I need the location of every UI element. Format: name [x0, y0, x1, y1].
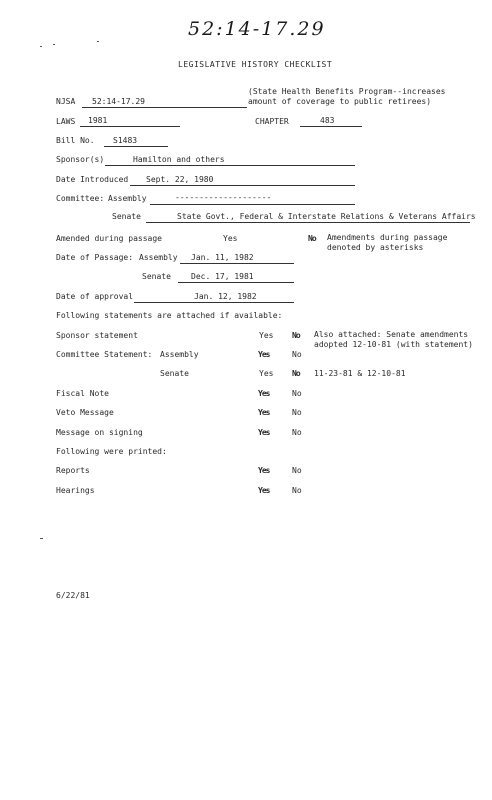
sponsor-statement-note-1: Also attached: Senate amendments: [314, 330, 469, 339]
committee-statement-senate-no: No: [292, 369, 300, 378]
reports-yes: Yes: [258, 466, 270, 475]
veto-message-yes: Yes: [258, 408, 270, 417]
committee-statement-assembly-label: Assembly: [160, 350, 199, 359]
committee-senate-label: Senate: [112, 212, 141, 221]
sponsor-statement-note-2: adopted 12-10-81 (with statement): [314, 340, 473, 349]
njsa-line: [82, 107, 247, 108]
scan-speck: [53, 44, 55, 45]
approval-value: Jan. 12, 1982: [194, 292, 257, 301]
amended-note-1: Amendments during passage: [327, 233, 448, 242]
chapter-label: CHAPTER: [255, 117, 289, 126]
committee-statement-senate-note: 11-23-81 & 12-10-81: [314, 369, 406, 378]
hearings-yes: Yes: [258, 486, 270, 495]
fiscal-note-label: Fiscal Note: [56, 389, 109, 398]
committee-statement-assembly-no: No: [292, 350, 302, 359]
reports-no: No: [292, 466, 302, 475]
amended-note-2: denoted by asterisks: [327, 243, 424, 252]
approval-label: Date of approval: [56, 292, 134, 301]
footer-date: 6/22/81: [56, 591, 90, 600]
committee-statement-senate-yes: Yes: [259, 369, 274, 378]
laws-line: [80, 126, 180, 127]
bill-label: Bill No.: [56, 136, 95, 145]
veto-message-label: Veto Message: [56, 408, 114, 417]
committee-senate-line: [146, 222, 470, 223]
sponsor-statement-yes: Yes: [259, 331, 274, 340]
date-introduced-label: Date Introduced: [56, 175, 129, 184]
passage-assembly-line: [180, 263, 294, 264]
amended-no: No: [308, 234, 316, 243]
chapter-line: [300, 126, 362, 127]
chapter-value: 483: [320, 116, 335, 125]
committee-statement-senate-label: Senate: [160, 369, 189, 378]
date-introduced-line: [130, 185, 355, 186]
committee-assembly-label: Assembly: [108, 194, 147, 203]
message-signing-label: Message on signing: [56, 428, 143, 437]
amended-yes: Yes: [223, 234, 238, 243]
committee-statement-label: Committee Statement:: [56, 350, 153, 359]
sponsor-statement-label: Sponsor statement: [56, 331, 138, 340]
njsa-description-1: (State Health Benefits Program--increases: [248, 87, 446, 96]
fiscal-note-no: No: [292, 389, 302, 398]
fiscal-note-yes: Yes: [258, 389, 270, 398]
reports-label: Reports: [56, 466, 90, 475]
passage-assembly-label: Assembly: [139, 253, 178, 262]
sponsors-line: [105, 165, 355, 166]
message-signing-yes: Yes: [258, 428, 270, 437]
sponsors-label: Sponsor(s): [56, 155, 105, 164]
scan-speck: [40, 538, 43, 539]
passage-label: Date of Passage:: [56, 253, 134, 262]
scan-speck: [97, 41, 99, 42]
committee-statement-assembly-yes: Yes: [258, 350, 270, 359]
passage-senate-value: Dec. 17, 1981: [191, 272, 254, 281]
approval-line: [134, 302, 294, 303]
committee-senate-value: State Govt., Federal & Interstate Relations & Veterans Affairs: [177, 212, 476, 221]
njsa-label: NJSA: [56, 97, 76, 106]
hearings-no: No: [292, 486, 302, 495]
passage-assembly-value: Jan. 11, 1982: [191, 253, 254, 262]
passage-senate-line: [178, 282, 294, 283]
laws-value: 1981: [88, 116, 108, 125]
laws-label: LAWS: [56, 117, 76, 126]
handwritten-number: 52:14-17.29: [188, 18, 326, 40]
njsa-description-2: amount of coverage to public retirees): [248, 97, 432, 106]
message-signing-no: No: [292, 428, 302, 437]
bill-value: S1483: [113, 136, 138, 145]
sponsor-statement-no: No: [292, 331, 300, 340]
following-printed-heading: Following were printed:: [56, 447, 167, 456]
amended-label: Amended during passage: [56, 234, 162, 243]
following-attached-heading: Following statements are attached if available:: [56, 311, 283, 320]
sponsors-value: Hamilton and others: [133, 155, 225, 164]
njsa-value: 52:14-17.29: [92, 97, 145, 106]
document-title: LEGISLATIVE HISTORY CHECKLIST: [178, 60, 333, 69]
bill-line: [104, 146, 168, 147]
date-introduced-value: Sept. 22, 1980: [146, 175, 214, 184]
committee-assembly-value: --------------------: [175, 193, 272, 202]
scan-speck: [40, 46, 42, 47]
committee-label: Committee:: [56, 194, 105, 203]
hearings-label: Hearings: [56, 486, 95, 495]
veto-message-no: No: [292, 408, 302, 417]
passage-senate-label: Senate: [142, 272, 171, 281]
committee-assembly-line: [150, 204, 355, 205]
